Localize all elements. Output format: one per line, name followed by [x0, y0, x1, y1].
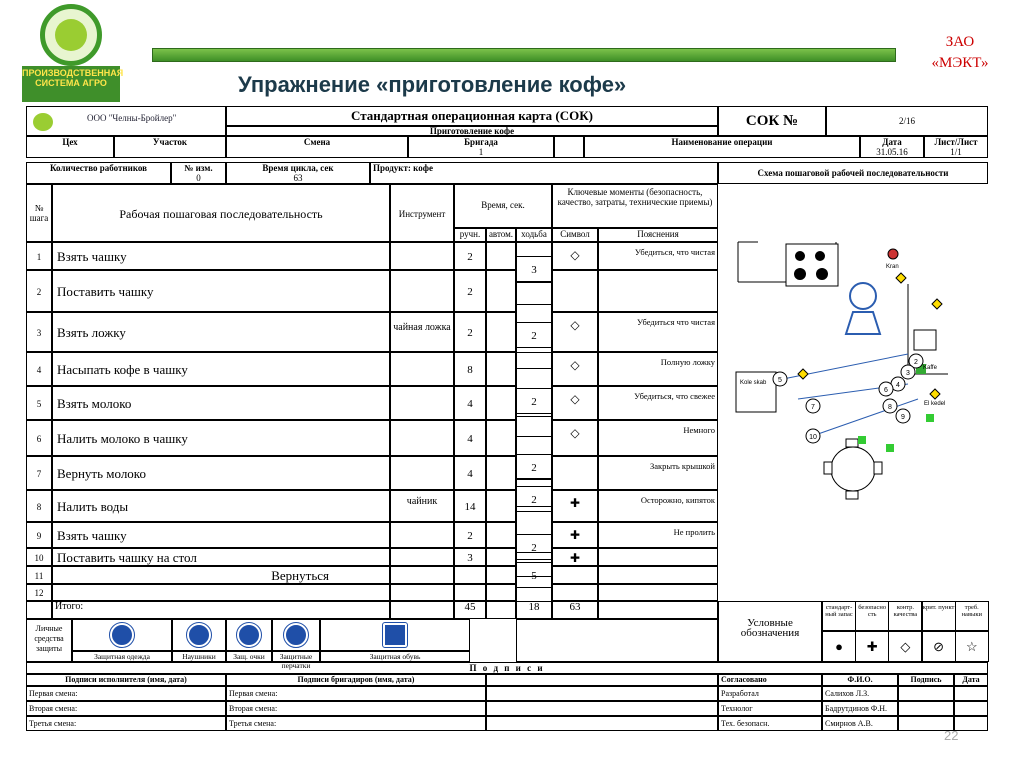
step-manual: 4 — [454, 420, 486, 456]
cabinet-icon — [736, 372, 776, 412]
step-manual: 4 — [454, 386, 486, 420]
svg-text:Kran: Kran — [886, 264, 899, 270]
step-no: 4 — [26, 352, 52, 386]
section-label: Участок — [114, 136, 226, 158]
legend-symbol: ⊘ — [922, 631, 956, 662]
legend-item: крит. пункт — [922, 601, 956, 631]
svg-text:Kole skab: Kole skab — [740, 380, 767, 386]
step-no: 3 — [26, 312, 52, 352]
step-text — [52, 584, 390, 601]
walk-value: 2 — [516, 534, 552, 560]
step-manual — [454, 566, 486, 584]
step-symbol: ✚ — [552, 490, 598, 522]
step-note: Немного — [598, 420, 718, 456]
step-note — [598, 548, 718, 566]
walk-value: 2 — [516, 454, 552, 480]
step-no: 7 — [26, 456, 52, 490]
step-tool: чайная ложка — [390, 312, 454, 352]
step-note: Осторожно, кипяток — [598, 490, 718, 522]
step-text: Вернуться — [52, 566, 390, 584]
slide-title: Упражнение «приготовление кофе» — [238, 72, 627, 97]
scheme-point-label: 3 — [906, 370, 910, 377]
sig-date — [954, 686, 988, 701]
step-note: Убедиться что чистая — [598, 312, 718, 352]
step-no: 10 — [26, 548, 52, 566]
step-text: Взять ложку — [52, 312, 390, 352]
name: Смирнов А.В. — [822, 716, 898, 731]
date-cell: Дата 31.05.16 — [860, 136, 924, 158]
step-symbol — [552, 270, 598, 312]
scheme-point-label: 4 — [896, 382, 900, 389]
walk-header: ходьба — [516, 228, 552, 242]
ppe-blank — [516, 619, 718, 662]
ppe-icon — [237, 623, 261, 647]
step-no-header: № шага — [26, 184, 52, 242]
walk-value: 2 — [516, 486, 552, 512]
key-points-header: Ключевые моменты (безопасность, качество, затраты, технические приемы) — [552, 184, 718, 228]
ppe-icon-cell — [272, 619, 320, 651]
sig-date — [954, 716, 988, 731]
step-auto — [486, 490, 516, 522]
walk-value: 5 — [516, 562, 552, 588]
sequence-header: Рабочая пошаговая последовательность — [52, 184, 390, 242]
step-symbol: ◇ — [552, 386, 598, 420]
step-symbol: ◇ — [552, 352, 598, 386]
step-no: 6 — [26, 420, 52, 456]
role: Тех. безопасн. — [718, 716, 822, 731]
cycle-time-cell: Время цикла, сек 63 — [226, 162, 370, 184]
step-auto — [486, 242, 516, 270]
step-text: Взять чашку — [52, 242, 390, 270]
step-no: 5 — [26, 386, 52, 420]
brigadier-shift: Вторая смена: — [226, 701, 486, 716]
sig-empty — [486, 686, 718, 701]
logo-text: ПРОИЗВОДСТВЕННАЯ СИСТЕМА АГРО — [22, 66, 120, 102]
step-symbol: ◇ — [552, 420, 598, 456]
step-tool — [390, 456, 454, 490]
step-tool — [390, 386, 454, 420]
step-manual — [454, 584, 486, 601]
executor-shift: Первая смена: — [26, 686, 226, 701]
legend-symbol: ✚ — [855, 631, 889, 662]
legend-symbol: ◇ — [888, 631, 922, 662]
totals-auto — [486, 601, 516, 619]
sun-icon — [55, 19, 87, 51]
ppe-icon — [187, 623, 211, 647]
step-manual: 2 — [454, 522, 486, 548]
legend-item: стандарт-ный запас — [822, 601, 856, 631]
product-label: Продукт: кофе — [370, 162, 718, 184]
legend-item: контр. качества — [888, 601, 922, 631]
scheme-area — [718, 184, 988, 601]
sig-blank — [486, 674, 718, 686]
fio-label: Ф.И.О. — [822, 674, 898, 686]
legend-symbol: ☆ — [955, 631, 989, 662]
brigadier-label: Подписи бригадиров (имя, дата) — [226, 674, 486, 686]
step-tool: чайник — [390, 490, 454, 522]
ppe-icon-cell — [226, 619, 272, 651]
ppe-icon — [284, 623, 308, 647]
step-tool — [390, 548, 454, 566]
legend-item: безопасно сть — [855, 601, 889, 631]
executor-shift: Вторая смена: — [26, 701, 226, 716]
step-tool — [390, 352, 454, 386]
auto-header: автом. — [486, 228, 516, 242]
ppe-label-item: Защитная обувь — [320, 651, 470, 662]
step-no: 2 — [26, 270, 52, 312]
step-symbol: ◇ — [552, 312, 598, 352]
scheme-point-label: 2 — [914, 359, 918, 366]
step-note: Не пролить — [598, 522, 718, 548]
workplace-scheme — [718, 184, 988, 601]
step-symbol — [552, 566, 598, 584]
step-auto — [486, 522, 516, 548]
totals-manual: 45 — [454, 601, 486, 619]
tool-header: Инструмент — [390, 184, 454, 242]
step-text: Вернуть молоко — [52, 456, 390, 490]
step-text: Насыпать кофе в чашку — [52, 352, 390, 386]
sheet-cell: Лист/Лист 1/1 — [924, 136, 988, 158]
totals-label: Итого: — [52, 601, 390, 619]
walk-column — [516, 242, 552, 601]
executor-shift: Третья смена: — [26, 716, 226, 731]
step-tool — [390, 270, 454, 312]
step-tool — [390, 522, 454, 548]
name: Салихов Л.З. — [822, 686, 898, 701]
step-symbol — [552, 456, 598, 490]
scheme-point-label: 6 — [884, 387, 888, 394]
ppe-label: Личные средства защиты — [26, 619, 72, 662]
ppe-label-item: Защ. очки — [226, 651, 272, 662]
step-manual: 3 — [454, 548, 486, 566]
step-auto — [486, 386, 516, 420]
step-text: Налить молоко в чашку — [52, 420, 390, 456]
time-header: Время, сек. — [454, 184, 552, 228]
workers-label: Количество работников — [26, 162, 171, 184]
operation-name-label: Наименование операции — [584, 136, 860, 158]
step-auto — [486, 270, 516, 312]
header-bar — [152, 48, 896, 62]
step-manual: 2 — [454, 270, 486, 312]
step-text: Взять молоко — [52, 386, 390, 420]
ppe-icon — [383, 623, 407, 647]
shift-label: Смена — [226, 136, 408, 158]
company-line-1: ЗАО — [945, 34, 975, 50]
brigadier-shift: Первая смена: — [226, 686, 486, 701]
company-name — [905, 32, 1015, 74]
step-auto — [486, 584, 516, 601]
step-text: Поставить чашку — [52, 270, 390, 312]
step-auto — [486, 566, 516, 584]
walk-value: 2 — [516, 388, 552, 414]
worker-icon — [850, 283, 876, 309]
step-note — [598, 566, 718, 584]
executor-label: Подписи исполнителя (имя, дата) — [26, 674, 226, 686]
sok-number: 2/16 — [826, 106, 988, 136]
explanation-header: Пояснения — [598, 228, 718, 242]
step-no: 1 — [26, 242, 52, 270]
sig-box — [898, 701, 954, 716]
sig-date-label: Дата — [954, 674, 988, 686]
step-tool — [390, 420, 454, 456]
company-line-2: «МЭКТ» — [931, 55, 989, 71]
walk-value: 2 — [516, 322, 552, 348]
step-note: Убедиться, что чистая — [598, 242, 718, 270]
step-note: Закрыть крышкой — [598, 456, 718, 490]
step-tool — [390, 566, 454, 584]
step-symbol: ◇ — [552, 242, 598, 270]
step-no: 11 — [26, 566, 52, 584]
legend-label: Условные обозначения — [718, 601, 822, 662]
signature-label: Подпись — [898, 674, 954, 686]
totals-total: 63 — [552, 601, 598, 619]
totals-tool — [390, 601, 454, 619]
card-title: Стандартная операционная карта (СОК) — [226, 106, 718, 126]
step-manual: 2 — [454, 242, 486, 270]
card-subtitle: Приготовление кофе — [226, 126, 718, 136]
step-manual: 8 — [454, 352, 486, 386]
role: Разработал — [718, 686, 822, 701]
step-auto — [486, 420, 516, 456]
ppe-label-item: Защитная одежда — [72, 651, 172, 662]
scheme-point-label: 8 — [888, 404, 892, 411]
scheme-point-label: 7 — [811, 404, 815, 411]
shop-label: Цех — [26, 136, 114, 158]
kran-icon — [888, 249, 898, 259]
step-tool — [390, 242, 454, 270]
sok-label: СОК № — [718, 106, 826, 136]
step-note — [598, 584, 718, 601]
step-symbol: ✚ — [552, 548, 598, 566]
ppe-icon-cell — [320, 619, 470, 651]
scheme-point-label: 9 — [901, 414, 905, 421]
svg-text:El kedel: El kedel — [924, 401, 946, 407]
brigadier-shift: Третья смена: — [226, 716, 486, 731]
page-number: 22 — [944, 728, 959, 743]
ppe-label-item: Защитные перчатки — [272, 651, 320, 662]
logo — [22, 4, 124, 104]
step-manual: 2 — [454, 312, 486, 352]
manual-header: ручн. — [454, 228, 486, 242]
step-auto — [486, 312, 516, 352]
sig-empty — [486, 701, 718, 716]
logo-emblem — [40, 4, 102, 66]
org-cell — [26, 106, 226, 136]
sok-sheet — [26, 106, 988, 732]
step-auto — [486, 456, 516, 490]
org-logo-icon — [33, 113, 53, 131]
signatures-title: П о д п и с и — [26, 662, 988, 674]
legend-item: треб. навыки — [955, 601, 989, 631]
agreed-label: Согласовано — [718, 674, 822, 686]
totals-walk: 18 — [516, 601, 552, 619]
symbol-header: Символ — [552, 228, 598, 242]
org-name: ООО "Челны-Бройлер" — [87, 113, 177, 123]
stove-icon — [786, 244, 838, 286]
step-text: Налить воды — [52, 490, 390, 522]
step-manual: 14 — [454, 490, 486, 522]
step-auto — [486, 352, 516, 386]
ppe-icon-cell — [72, 619, 172, 651]
role: Технолог — [718, 701, 822, 716]
ppe-label-item: Наушники — [172, 651, 226, 662]
walk-value: 3 — [516, 256, 552, 282]
blank-cell — [554, 136, 584, 158]
step-symbol: ✚ — [552, 522, 598, 548]
totals-blank-2 — [598, 601, 718, 619]
step-text: Поставить чашку на стол — [52, 548, 390, 566]
step-tool — [390, 584, 454, 601]
change-no-cell: № изм. 0 — [171, 162, 226, 184]
step-note: Убедиться, что свежее — [598, 386, 718, 420]
scheme-point-label: 5 — [778, 377, 782, 384]
step-no: 12 — [26, 584, 52, 601]
sig-box — [898, 686, 954, 701]
sig-empty — [486, 716, 718, 731]
scheme-label: Схема пошаговой рабочей последовательности — [718, 162, 988, 184]
step-text: Взять чашку — [52, 522, 390, 548]
step-manual: 4 — [454, 456, 486, 490]
ppe-icon-cell — [172, 619, 226, 651]
step-note — [598, 270, 718, 312]
name: Бадрутдинов Ф.Н. — [822, 701, 898, 716]
step-symbol — [552, 584, 598, 601]
table-icon — [831, 447, 875, 491]
step-no: 8 — [26, 490, 52, 522]
svg-text:Kaffe: Kaffe — [923, 365, 937, 371]
ppe-icon — [110, 623, 134, 647]
sink-icon — [914, 330, 936, 350]
totals-blank — [26, 601, 52, 619]
scheme-point-label: 10 — [809, 434, 817, 441]
step-no: 9 — [26, 522, 52, 548]
brigade-cell: Бригада 1 — [408, 136, 554, 158]
sig-date — [954, 701, 988, 716]
legend-symbol: ● — [822, 631, 856, 662]
step-note: Полную ложку — [598, 352, 718, 386]
step-auto — [486, 548, 516, 566]
